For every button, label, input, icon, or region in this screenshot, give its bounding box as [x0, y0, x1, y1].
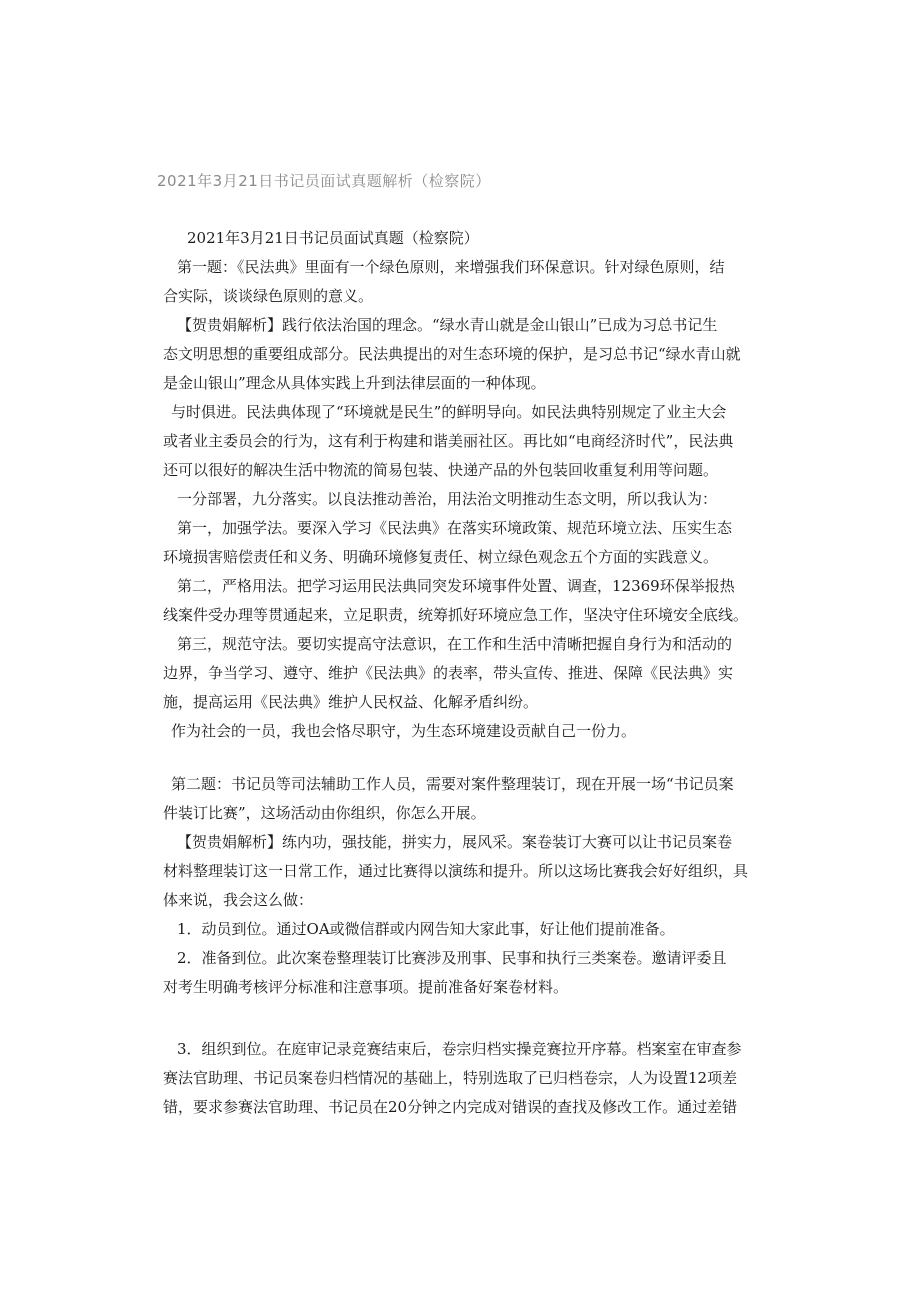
list-item: 1．动员到位。通过OA或微信群或内网告知大家此事，好让他们提前准备。 [177, 920, 675, 938]
list-item: 赛法官助理、书记员案卷归档情况的基础上，特别选取了已归档卷宗，人为设置12项差 [163, 1069, 738, 1087]
analysis-point-line: 第三，规范守法。要切实提高守法意识，在工作和生活中清晰把握自身行为和活动的 [177, 635, 733, 653]
section-item-three [157, 1035, 767, 1122]
analysis-paragraph-line: 态文明思想的重要组成部分。民法典提出的对生态环境的保护，是习总书记“绿水青山就 [163, 345, 741, 363]
analysis-point-line: 边界，争当学习、遵守、维护《民法典》的表率，带头宣传、推进、保障《民法典》实 [163, 664, 734, 682]
analysis-paragraph-line: 还可以很好的解决生活中物流的简易包装、快递产品的外包装回收重复利用等问题。 [163, 461, 719, 479]
analysis-conclusion: 作为社会的一员，我也会恪尽职守，为生态环境建设贡献自己一份力。 [171, 722, 637, 740]
analysis-point-line: 第二，严格用法。把学习运用民法典同突发环境事件处置、调查，12369环保举报热 [177, 577, 735, 595]
question-one-line: 合实际，谈谈绿色原则的意义。 [163, 287, 374, 305]
analysis-point-line: 环境损害赔偿责任和义务、明确环境修复责任、树立绿色观念五个方面的实践意义。 [163, 548, 719, 566]
list-item: 错，要求参赛法官助理、书记员在20分钟之内完成对错误的查找及修改工作。通过差错 [163, 1098, 738, 1116]
analysis-paragraph-line: 体来说，我会这么做： [163, 891, 314, 909]
exam-heading: 2021年3月21日书记员面试真题（检察院） [187, 229, 479, 247]
section-question-two [157, 770, 767, 1002]
analysis-paragraph-line: 或者业主委员会的行为，这有利于构建和谐美丽社区。再比如“电商经济时代”，民法典 [163, 432, 734, 450]
analysis-point-line: 第一，加强学法。要深入学习《民法典》在落实环境政策、规范环境立法、压实生态 [177, 519, 733, 537]
analysis-point-line: 施，提高运用《民法典》维护人民权益、化解矛盾纠纷。 [163, 693, 539, 711]
analysis-paragraph-line: 一分部署，九分落实。以良法推动善治，用法治文明推动生态文明，所以我认为： [177, 490, 718, 508]
analysis-paragraph-line: 【贺贵娟解析】练内功，强技能，拼实力，展风采。案卷装订大赛可以让书记员案卷 [177, 833, 733, 851]
question-two-line: 第二题：书记员等司法辅助工作人员，需要对案件整理装订，现在开展一场“书记员案 [171, 775, 734, 793]
list-item: 对考生明确考核评分标准和注意事项。提前准备好案卷材料。 [163, 978, 569, 996]
document-title: 2021年3月21日书记员面试真题解析（检察院） [157, 172, 491, 190]
section-question-one [157, 224, 767, 746]
analysis-point-line: 线案件受办理等贯通起来，立足职责，统筹抓好环境应急工作，坚决守住环境安全底线。 [163, 606, 749, 624]
list-item: 3．组织到位。在庭审记录竞赛结束后，卷宗归档实操竞赛拉开序幕。档案室在审查参 [177, 1040, 742, 1058]
analysis-paragraph-line: 材料整理装订这一日常工作，通过比赛得以演练和提升。所以这场比赛我会好好组织，具 [163, 862, 749, 880]
list-item: 2．准备到位。此次案卷整理装订比赛涉及刑事、民事和执行三类案卷。邀请评委且 [177, 949, 727, 967]
analysis-paragraph-line: 是金山银山”理念从具体实践上升到法律层面的一种体现。 [163, 374, 546, 392]
analysis-paragraph-line: 与时俱进。民法典体现了“环境就是民生”的鲜明导向。如民法典特别规定了业主大会 [171, 403, 727, 421]
question-two-line: 件装订比赛”，这场活动由你组织，你怎么开展。 [163, 804, 486, 822]
question-one-line: 第一题：《民法典》里面有一个绿色原则，来增强我们环保意识。针对绿色原则，结 [177, 258, 725, 276]
analysis-paragraph-line: 【贺贵娟解析】践行依法治国的理念。“绿水青山就是金山银山”已成为习总书记生 [177, 316, 718, 334]
